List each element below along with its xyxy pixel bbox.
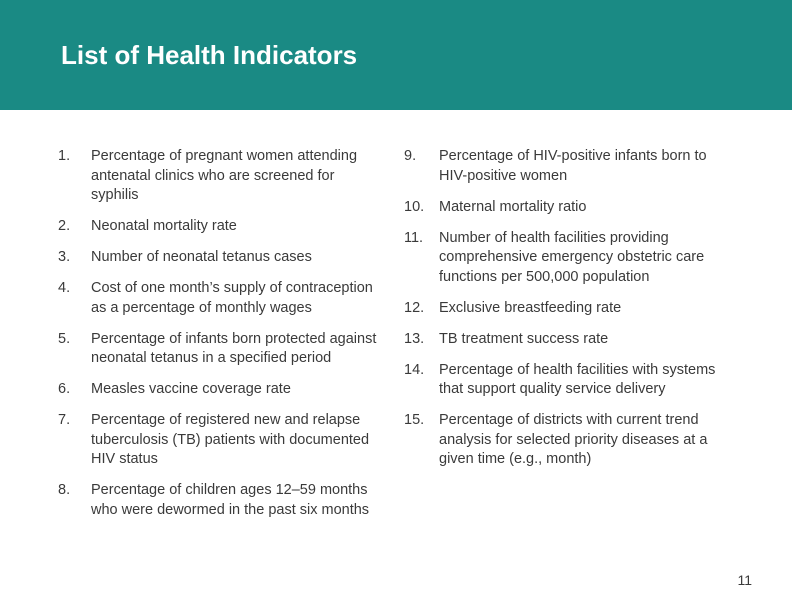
list-item bbox=[404, 299, 734, 319]
list-item bbox=[58, 217, 378, 237]
list-item bbox=[404, 229, 734, 288]
item-text: Number of health facilities providing comprehensive emergency obstetric care functions per 500,000 population bbox=[439, 229, 705, 285]
item-number: 11. bbox=[404, 229, 424, 246]
item-text: Neonatal mortality rate bbox=[91, 218, 237, 234]
list-item bbox=[404, 198, 734, 218]
title-banner bbox=[0, 0, 792, 110]
item-text: Percentage of registered new and relapse tuberculosis (TB) patients with documented HIV status bbox=[91, 412, 370, 467]
item-text: Percentage of pregnant women attending antenatal clinics who are screened for syphilis bbox=[91, 148, 358, 203]
item-text: Percentage of infants born protected against neonatal tetanus in a specified period bbox=[91, 330, 377, 366]
item-number: 9. bbox=[404, 148, 417, 164]
item-number: 15. bbox=[404, 412, 425, 428]
list-item bbox=[58, 147, 378, 206]
list-item bbox=[404, 330, 734, 350]
slide-title: List of Health Indicators bbox=[61, 40, 358, 70]
item-text: Percentage of health facilities with systems that support quality service delivery bbox=[439, 361, 716, 397]
list-item bbox=[58, 481, 378, 520]
item-text: Number of neonatal tetanus cases bbox=[91, 249, 312, 265]
item-text: Measles vaccine coverage rate bbox=[91, 381, 291, 397]
list-item bbox=[58, 411, 378, 470]
item-number: 5. bbox=[58, 330, 71, 347]
item-number: 12. bbox=[404, 299, 425, 316]
list-item bbox=[404, 411, 734, 470]
page-number: 11 bbox=[737, 572, 752, 588]
item-number: 8. bbox=[58, 482, 71, 498]
item-number: 2. bbox=[58, 218, 71, 234]
item-text: Cost of one month’s supply of contraception as a percentage of monthly wages bbox=[91, 280, 373, 316]
item-text: Maternal mortality ratio bbox=[439, 198, 587, 215]
item-number: 6. bbox=[58, 381, 71, 397]
item-text: Exclusive breastfeeding rate bbox=[439, 299, 622, 316]
item-number: 1. bbox=[58, 148, 71, 164]
list-item bbox=[404, 361, 734, 400]
item-text: Percentage of HIV-positive infants born to HIV-positive women bbox=[439, 148, 707, 184]
item-number: 10. bbox=[404, 198, 425, 215]
list-item bbox=[404, 147, 734, 186]
list-item bbox=[58, 380, 378, 400]
item-text: Percentage of districts with current trend analysis for selected priority diseases at a given time (e.g., month) bbox=[439, 412, 708, 467]
item-text: TB treatment success rate bbox=[439, 330, 609, 347]
item-number: 3. bbox=[58, 249, 71, 265]
list-item bbox=[58, 330, 378, 369]
list-item bbox=[58, 279, 378, 318]
item-number: 7. bbox=[58, 412, 71, 428]
indicator-list-right bbox=[404, 147, 734, 481]
indicator-list-left bbox=[58, 147, 378, 532]
item-number: 4. bbox=[58, 280, 71, 296]
list-item bbox=[58, 248, 378, 268]
item-number: 14. bbox=[404, 361, 425, 378]
item-number: 13. bbox=[404, 330, 425, 347]
item-text: Percentage of children ages 12–59 months who were dewormed in the past six months bbox=[91, 482, 370, 518]
